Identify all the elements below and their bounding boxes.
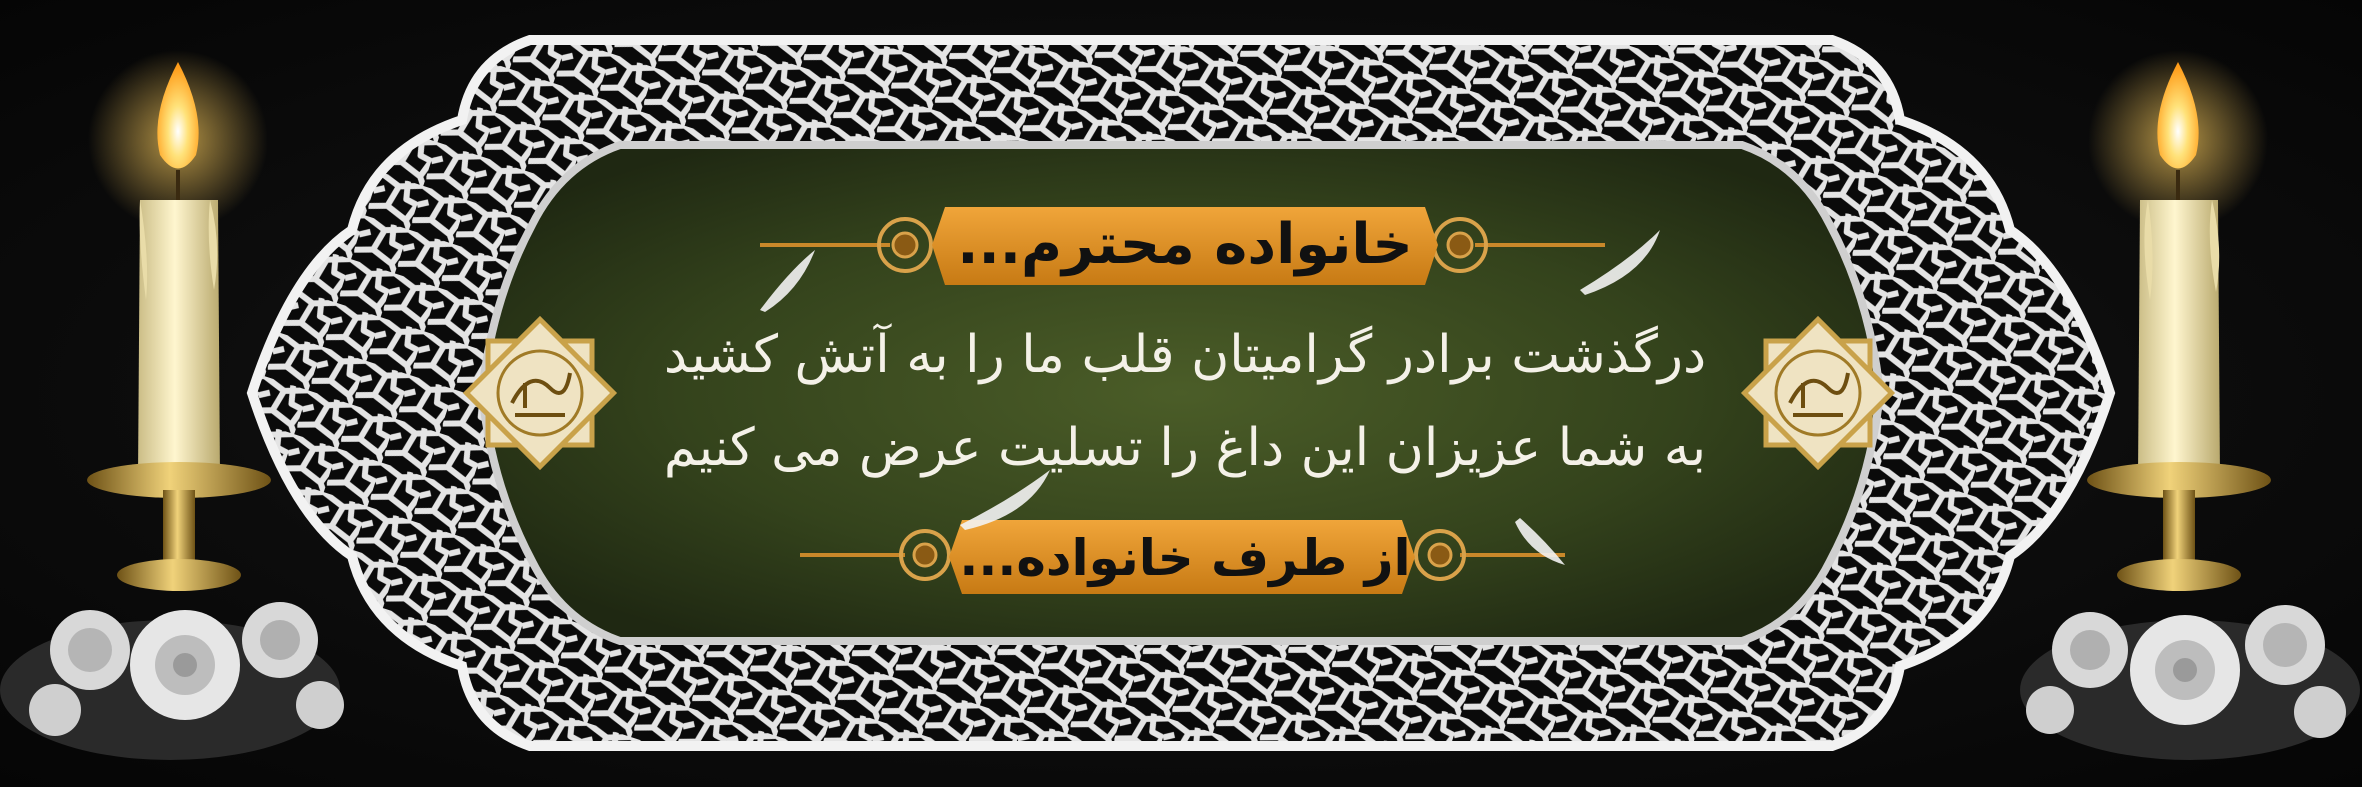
banner-signature: از طرف خانواده... <box>959 529 1411 587</box>
candle-icon-left <box>87 50 271 591</box>
message-line-2: به شما عزیزان این داغ را تسلیت عرض می کنیم <box>663 418 1707 478</box>
message-line-1: درگذشت برادر گرامیتان قلب ما را به آتش کشید <box>663 325 1707 385</box>
rose-bouquet-icon-left <box>0 602 344 760</box>
rose-bouquet-icon-right <box>2020 605 2360 760</box>
banner-title: خانواده محترم... <box>957 212 1413 277</box>
calligraphy-medallion-icon-left <box>466 319 613 466</box>
candle-icon-right <box>2087 50 2271 591</box>
